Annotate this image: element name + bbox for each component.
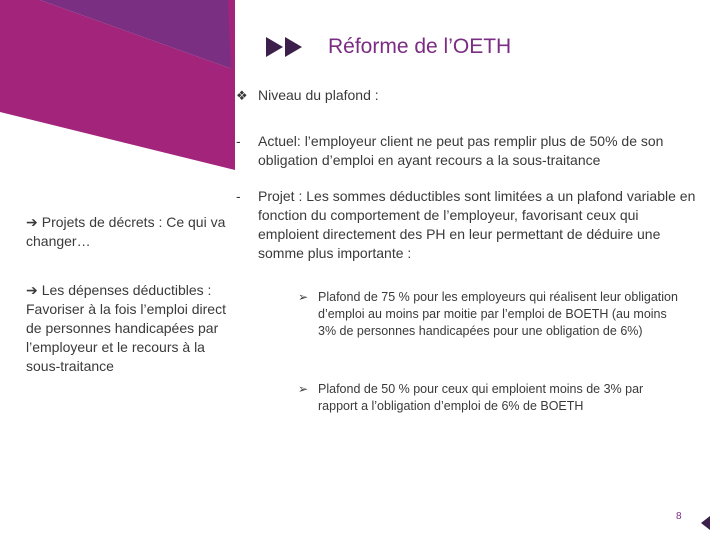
arrowhead-bullet-icon: ➢	[298, 290, 309, 304]
double-chevron-icon	[264, 32, 310, 62]
list-item-text: Projet : Les sommes déductibles sont limitées a un plafond variable en fonction du comportement de l’employeur, favorisant ceux qui emploient directement des PH en leur permettant de déduire une somme plus importante :	[258, 188, 696, 261]
arrow-right-icon: ➔	[26, 214, 38, 230]
title-row	[264, 30, 511, 64]
diamond-bullet-icon: ❖	[236, 88, 248, 103]
left-note-body: Favoriser à la fois l’emploi direct de personnes handicapées par l’employeur et le recours à la sous-traitance	[26, 301, 226, 374]
page-number: 8	[676, 511, 682, 522]
list-item	[236, 132, 696, 170]
list-item	[236, 187, 696, 263]
slide-title: Réforme de l’OETH	[328, 35, 512, 58]
sub-list-item-text: Plafond de 50 % pour ceux qui emploient moins de 3% par rapport a l’obligation d’emploi de 6% de BOETH	[318, 382, 644, 413]
sub-list-item-text: Plafond de 75 % pour les employeurs qui réalisent leur obligation d’emploi au moins par moitie par l’emploi de BOETH (au moins 3% de personnes handicapées pour une obligation de 6%)	[318, 290, 678, 338]
dash-bullet: -	[236, 133, 241, 149]
list-item-text: Actuel: l’employeur client ne peut pas remplir plus de 50% de son obligation d’emploi en ayant recours a la sous-traitance	[258, 133, 664, 168]
section-heading	[236, 86, 696, 105]
left-note-heading: Les dépenses déductibles :	[41, 282, 212, 298]
section-heading-text: Niveau du plafond :	[258, 87, 379, 103]
corner-triangle-icon	[700, 515, 712, 531]
sub-list-item	[298, 289, 683, 340]
left-note-depenses	[26, 281, 226, 376]
main-content	[236, 86, 696, 413]
arrow-right-icon: ➔	[26, 282, 38, 298]
left-note-projets	[26, 213, 226, 251]
left-note-text: Projets de décrets : Ce qui va changer…	[26, 214, 226, 249]
dash-bullet: -	[236, 188, 241, 204]
arrowhead-bullet-icon: ➢	[298, 382, 309, 396]
sub-list-item	[298, 381, 683, 415]
